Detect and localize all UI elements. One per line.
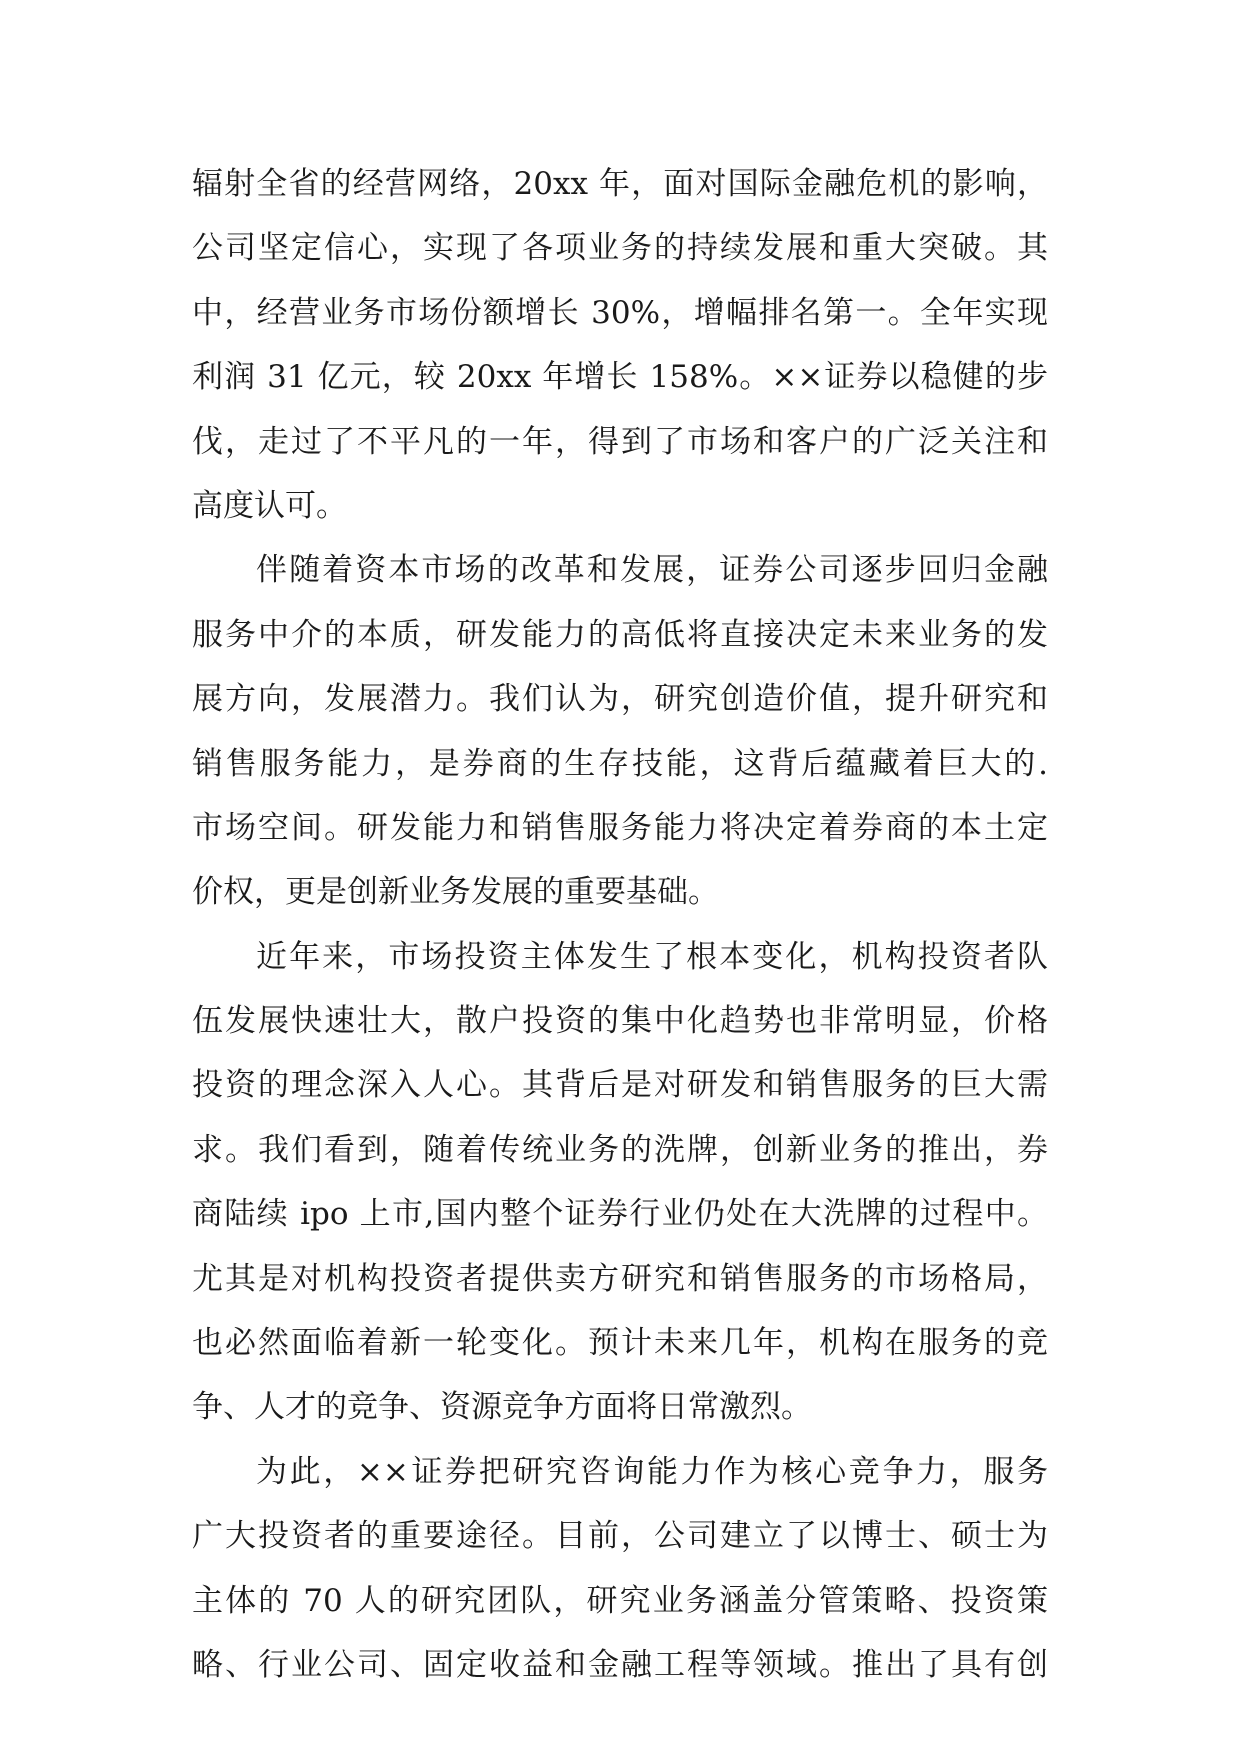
text-line: 伐，走过了不平凡的一年，得到了市场和客户的广泛关注和 (192, 423, 1048, 460)
text-line: 也必然面临着新一轮变化。预计未来几年，机构在服务的竞 (192, 1325, 1048, 1362)
text-line: 商陆续 ipo 上市,国内整个证券行业仍处在大洗牌的过程中。 (192, 1196, 1048, 1233)
text-line: 公司坚定信心，实现了各项业务的持续发展和重大突破。其 (192, 230, 1048, 267)
text-line: 展方向，发展潜力。我们认为，研究创造价值，提升研究和 (192, 681, 1048, 718)
text-line: 伍发展快速壮大，散户投资的集中化趋势也非常明显，价格 (192, 1003, 1048, 1040)
text-line: 利润 31 亿元，较 20xx 年增长 158%。××证券以稳健的步 (192, 359, 1048, 396)
text-line: 辐射全省的经营网络，20xx 年，面对国际金融危机的影响， (192, 166, 1048, 202)
text-line: 服务中介的本质，研发能力的高低将直接决定未来业务的发 (192, 616, 1048, 653)
text-line: 尤其是对机构投资者提供卖方研究和销售服务的市场格局， (192, 1260, 1048, 1297)
text-line: 求。我们看到，随着传统业务的洗牌，创新业务的推出，券 (192, 1131, 1048, 1168)
text-line: 销售服务能力，是券商的生存技能，这背后蕴藏着巨大的. (192, 745, 1048, 782)
text-line: 高度认可。 (192, 487, 347, 524)
text-line: 争、人才的竞争、资源竞争方面将日常激烈。 (192, 1389, 812, 1426)
text-line: 为此，××证券把研究咨询能力作为核心竞争力，服务 (256, 1453, 1048, 1490)
text-line: 略、行业公司、固定收益和金融工程等领域。推出了具有创 (192, 1646, 1048, 1683)
text-line: 价权，更是创新业务发展的重要基础。 (192, 874, 719, 911)
document-body (192, 152, 1048, 1697)
text-line: 广大投资者的重要途径。目前，公司建立了以博士、硕士为 (192, 1518, 1048, 1555)
text-line: 伴随着资本市场的改革和发展，证券公司逐步回归金融 (256, 552, 1048, 589)
text-line: 中，经营业务市场份额增长 30%，增幅排名第一。全年实现 (192, 294, 1048, 331)
text-line: 近年来，市场投资主体发生了根本变化，机构投资者队 (256, 938, 1048, 975)
text-line: 主体的 70 人的研究团队，研究业务涵盖分管策略、投资策 (192, 1582, 1048, 1619)
text-line: 市场空间。研发能力和销售服务能力将决定着券商的本土定 (192, 809, 1048, 846)
text-line: 投资的理念深入人心。其背后是对研发和销售服务的巨大需 (192, 1067, 1048, 1104)
